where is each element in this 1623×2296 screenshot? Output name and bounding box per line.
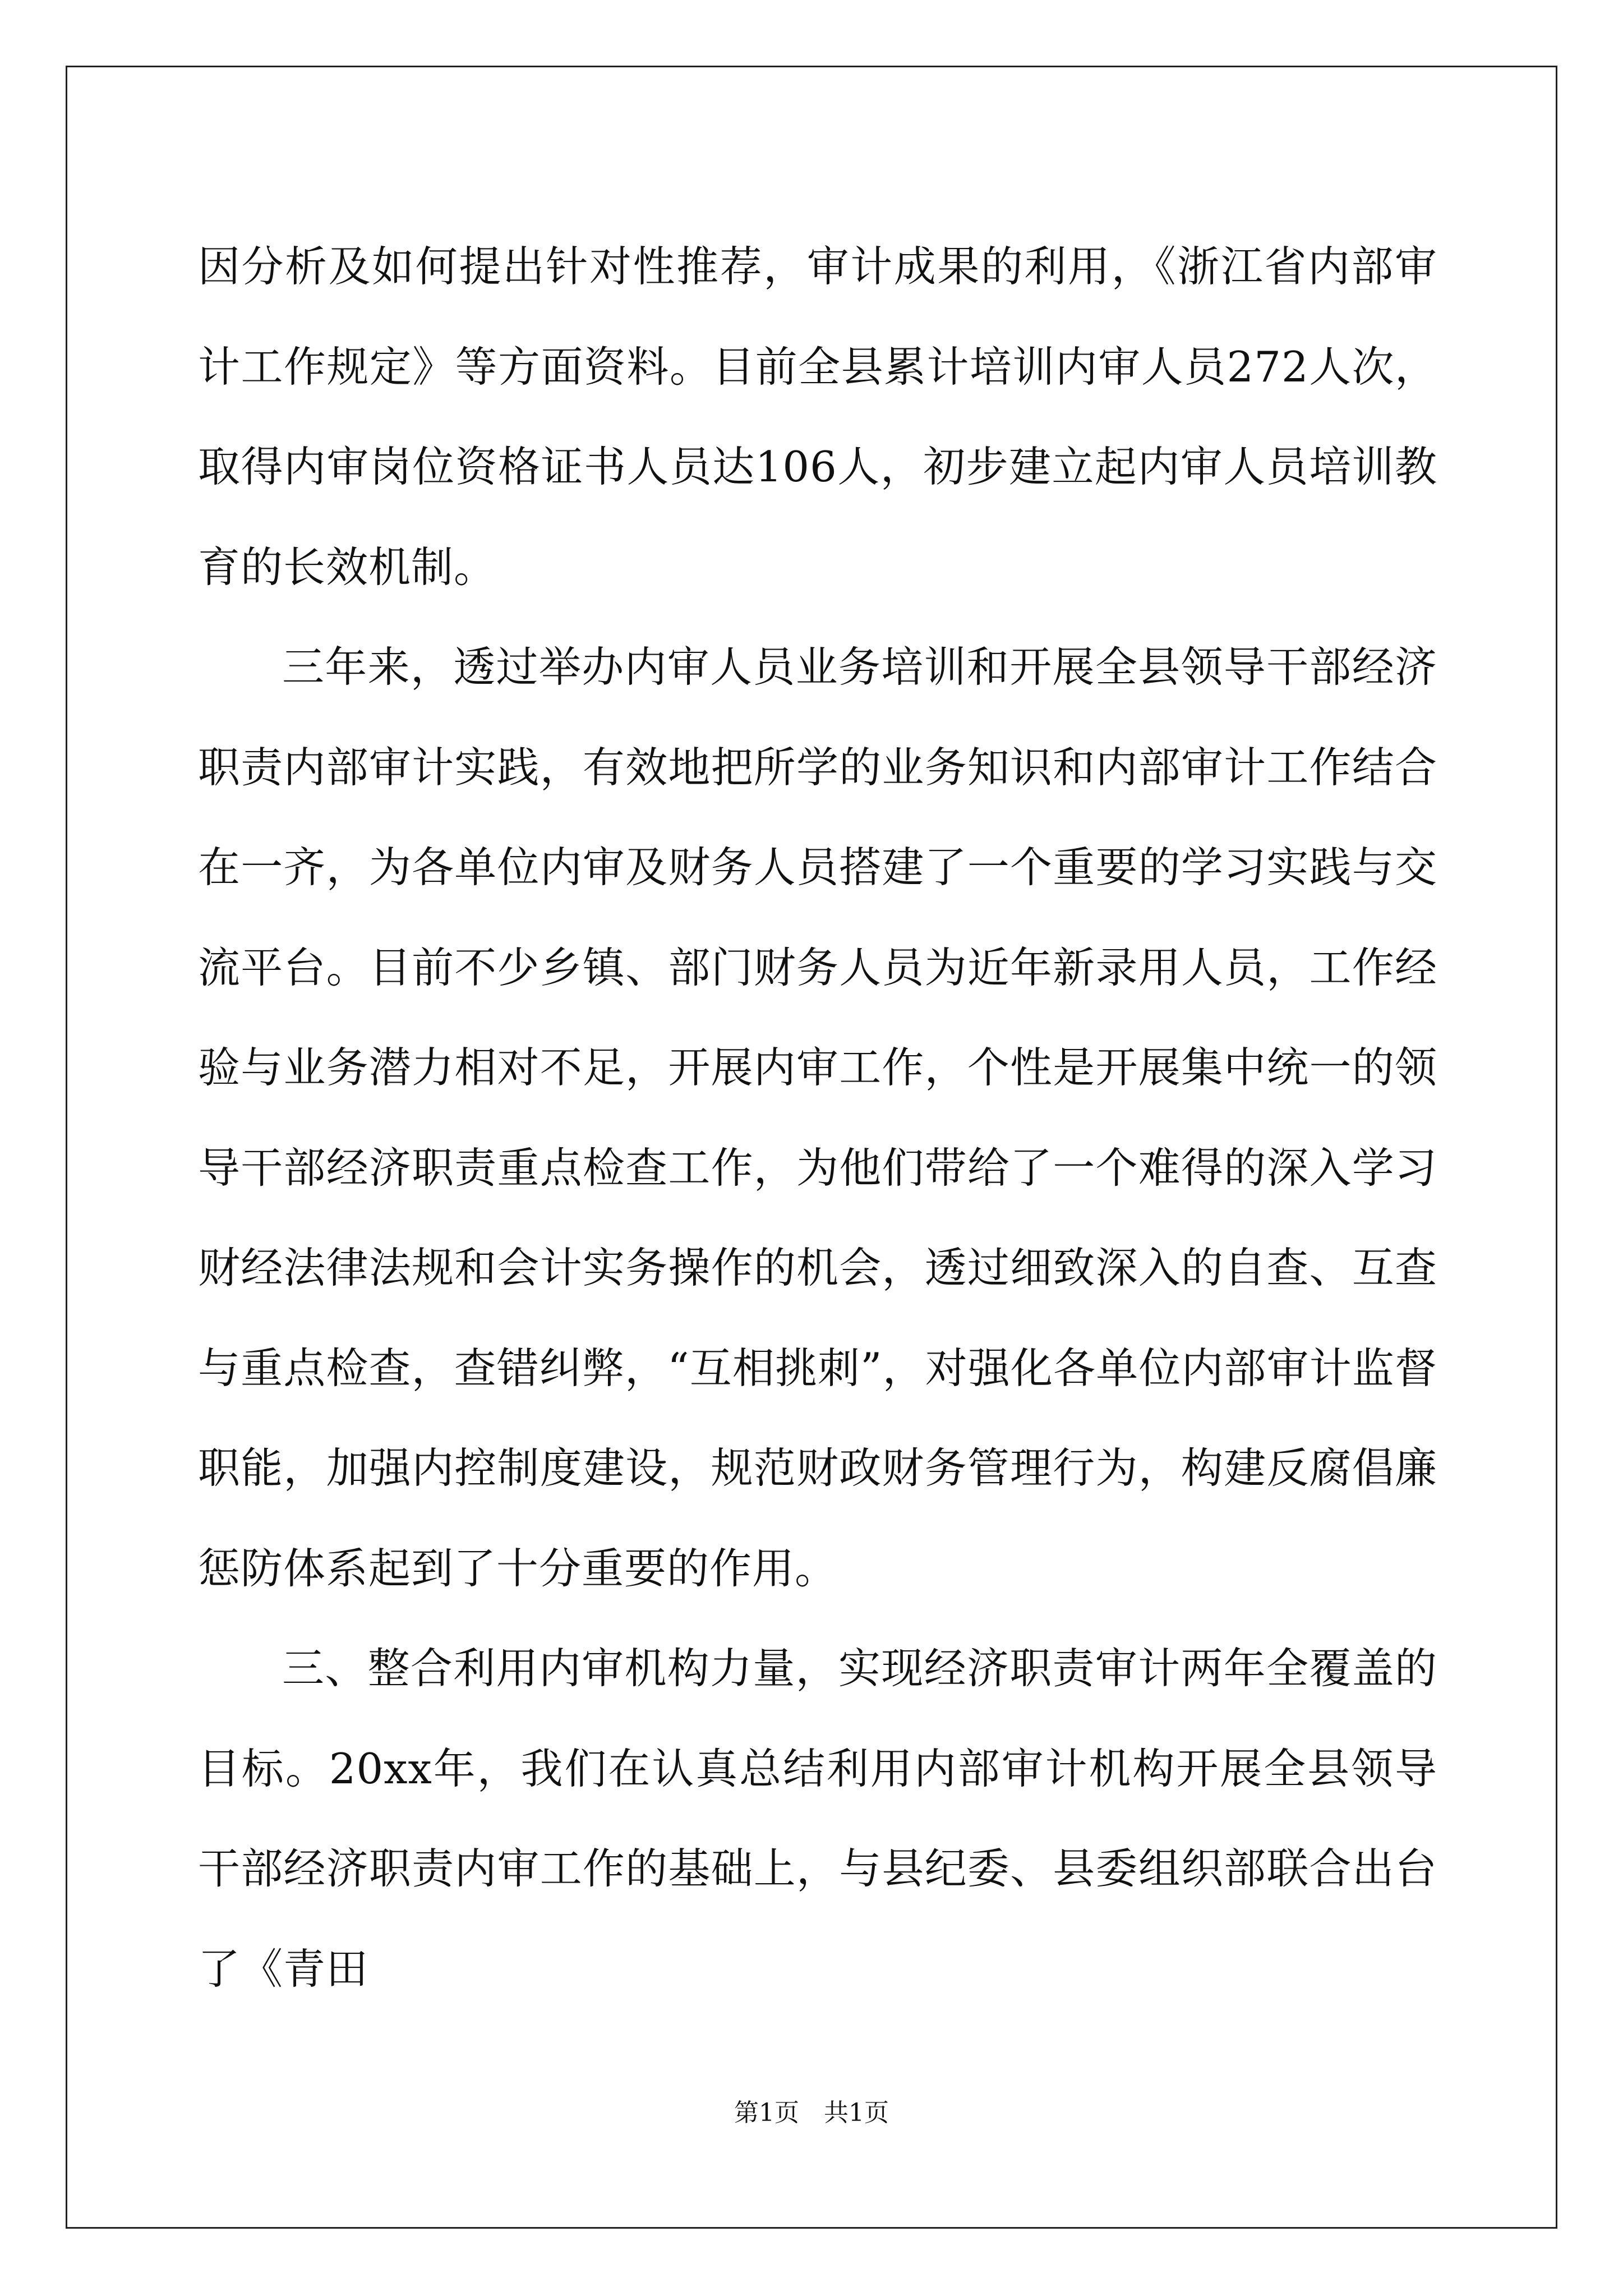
document-body bbox=[198, 217, 1437, 2019]
paragraph-1: 因分析及如何提出针对性推荐，审计成果的利用，《浙江省内部审计工作规定》等方面资料。目前全县累计培训内审人员272人次，取得内审岗位资格证书人员达106人，初步建立起内审人员培训教育的长效机制。 bbox=[198, 242, 1437, 592]
paragraph-3: 三、整合利用内审机构力量，实现经济职责审计两年全覆盖的目标。20xx年，我们在认真总结利用内部审计机构开展全县领导干部经济职责内审工作的基础上，与县纪委、县委组织部联合出台了《青田 bbox=[198, 1644, 1437, 1994]
page-footer: 第1页 共1页 bbox=[734, 2099, 889, 2127]
paragraph-2: 三年来，透过举办内审人员业务培训和开展全县领导干部经济职责内部审计实践，有效地把所学的业务知识和内部审计工作结合在一齐，为各单位内审及财务人员搭建了一个重要的学习实践与交流平台。目前不少乡镇、部门财务人员为近年新录用人员，工作经验与业务潜力相对不足，开展内审工作，个性是开展集中统一的领导干部经济职责重点检查工作，为他们带给了一个难得的深入学习财经法律法规和会计实务操作的机会，透过细致深入的自查、互查与重点检查，查错纠弊，“互相挑刺”，对强化各单位内部审计监督职能，加强内控制度建设，规范财政财务管理行为，构建反腐倡廉惩防体系起到了十分重要的作用。 bbox=[198, 642, 1437, 1593]
